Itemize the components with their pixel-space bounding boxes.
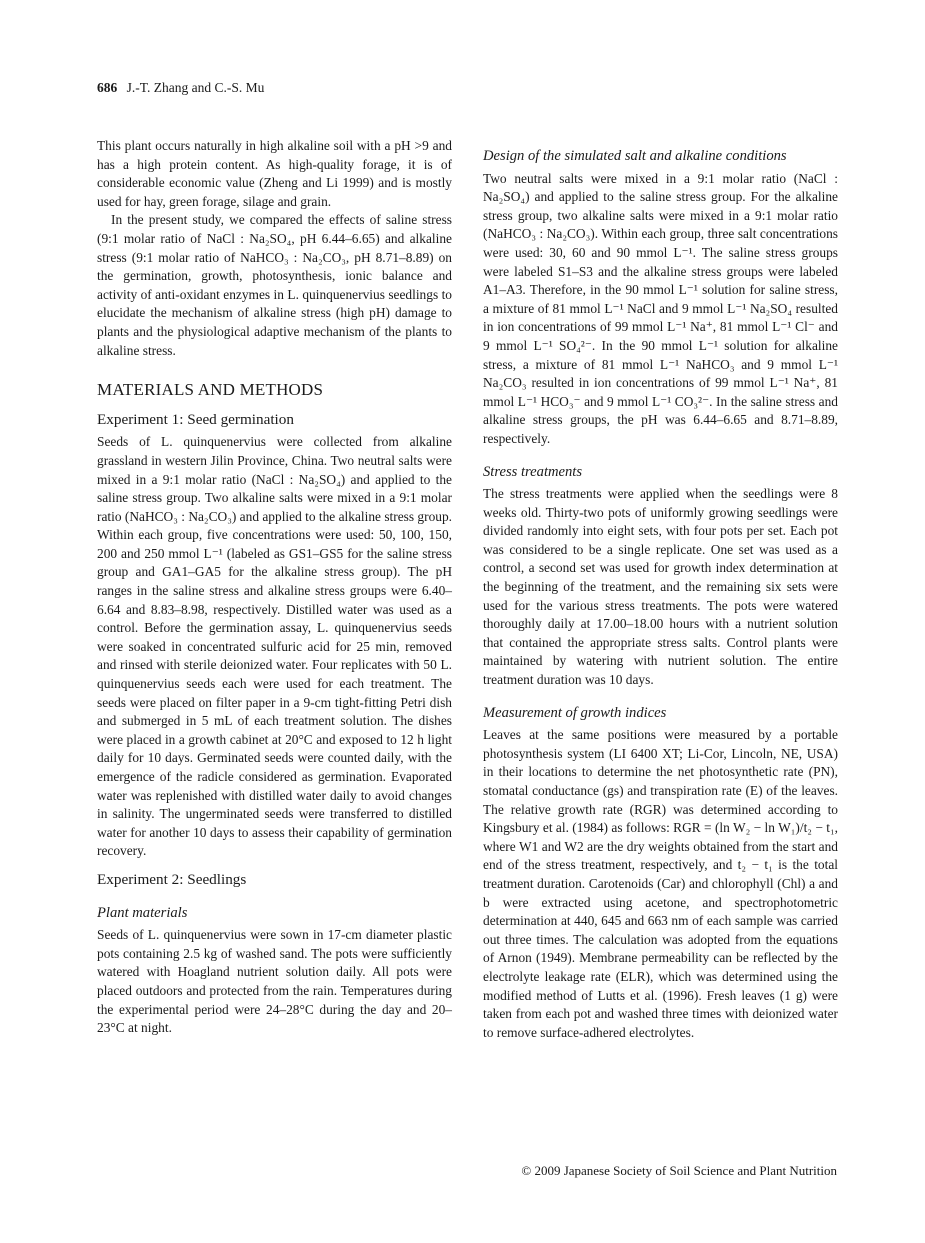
paragraph-stress-treatments: The stress treatments were applied when the seedlings were 8 weeks old. Thirty-two pots of uniformly growing seedlings were divided randomly into eight sets, with four pots per set. Each pot was considered to be a single replicate. One set was used as a control, a second set was used for growth index determination at the beginning of the treatment, and the remaining six sets were used for the various stress treatments. The pots were watered thoroughly daily at 17.00–18.00 hours with a nutrient solution that contained the appropriate stress salts. Control plants were maintained by watering with nutrient solution. The entire treatment duration was 10 days. xyxy=(483,486,838,688)
paragraph-seed-germination: Seeds of L. quinquenervius were collected from alkaline grassland in western Jilin Province, China. Two neutral salts were mixed in a 9:1 molar ratio (NaCl : Na₂SO₄) and applied to the saline stress group. Two alkaline salts were mixed in a 9:1 molar ratio (NaHCO₃ : Na₂CO₃) and applied to the alkaline stress group. Within each group, five concentrations were used: 50, 100, 150, 200 and 250 mmol L⁻¹ (labeled as GS1–GS5 for the saline stress group and GA1–GA5 for the alkaline stress group). The pH ranges in the saline stress and alkaline stress groups were 6.40–6.64 and 8.83–8.98, respectively. Distilled water was used as a control. Before the germination assay, L. quinquenervius seeds were soaked in concentrated sulfuric acid for 25 min, removed and rinsed with sterile deionized water. Four replicates with 50 L. quinquenervius seeds each were used for each treatment. The seeds were placed on filter paper in a 9-cm tight-fitting Petri dish and submerged in 5 mL of each treatment solution. The dishes were placed in a growth cabinet at 20°C and exposed to 12 h light daily for 10 days. Germinated seeds were counted daily, with the emergence of the radicle considered as germination. Evaporated water was replenished with distilled water daily to avoid changes in salinity. The ungerminated seeds were transferred to distilled water for another 10 days to assess their capability of germination recovery. xyxy=(97,434,453,859)
subheading-growth-indices: Measurement of growth indices xyxy=(483,704,667,721)
page-number: 686 xyxy=(97,80,118,95)
copyright-footer: © 2009 Japanese Society of Soil Science and Plant Nutrition xyxy=(521,1163,837,1178)
left-column xyxy=(97,137,452,1038)
right-column xyxy=(483,147,838,1042)
running-authors: J.-T. Zhang and C.-S. Mu xyxy=(126,80,265,95)
intro-paragraph-2: In the present study, we compared the effects of saline stress (9:1 molar ratio of NaCl : Na₂SO₄, pH 6.44–6.65) and alkaline stress (9:1 molar ratio of NaHCO₃ : Na₂CO₃, pH 8.71–8.89) on the germination, growth, photosynthesis, ionic balance and activity of anti-oxidant enzymes in L. quinquenervius seedlings to elucidate the mechanism of alkaline stress (high pH) damage to plants and the physiological adaptive mechanism of the plants to alkaline stress. xyxy=(97,212,452,358)
running-header xyxy=(97,80,264,96)
subheading-experiment-2: Experiment 2: Seedlings xyxy=(97,870,247,888)
subheading-plant-materials: Plant materials xyxy=(97,904,188,921)
subheading-experiment-1: Experiment 1: Seed germination xyxy=(97,410,294,428)
paragraph-plant-materials: Seeds of L. quinquenervius were sown in 17-cm diameter plastic pots containing 2.5 kg of washed sand. The pots were sufficiently watered with Hoagland nutrient solution daily. All pots were placed outdoors and protected from the rain. Temperatures during the experimental period were 24–28°C during the day and 20–23°C at night. xyxy=(97,927,452,1036)
subheading-design: Design of the simulated salt and alkaline conditions xyxy=(483,148,787,164)
intro-paragraph-1: This plant occurs naturally in high alkaline soil with a pH >9 and has a high protein content. As high-quality forage, it is of considerable economic value (Zheng and Li 1999) and is mostly used for hay, green forage, silage and grain. xyxy=(97,138,452,209)
paragraph-design: Two neutral salts were mixed in a 9:1 molar ratio (NaCl : Na₂SO₄) and applied to the saline stress group. For the alkaline stress group, two alkaline salts were mixed in a 9:1 molar ratio (NaHCO₃ : Na₂CO₃). Within each group, three salt concentrations were used: 30, 60 and 90 mmol L⁻¹. The saline stress groups were labeled S1–S3 and the alkaline stress groups were labeled A1–A3. Therefore, in the 90 mmol L⁻¹ solution for saline stress, a mixture of 81 mmol L⁻¹ NaCl and 9 mmol L⁻¹ Na₂SO₄ resulted in ion concentrations of 99 mmol L⁻¹ Na⁺, 81 mmol L⁻¹ Cl⁻ and 9 mmol L⁻¹ SO₄²⁻. In the 90 mmol L⁻¹ solution for alkaline stress, a mixture of 81 mmol L⁻¹ NaHCO₃ and 9 mmol L⁻¹ Na₂CO₃ resulted in ion concentrations of 99 mmol L⁻¹ Na⁺, 81 mmol L⁻¹ HCO₃⁻ and 9 mmol L⁻¹ CO₃²⁻. In the saline stress and alkaline stress groups, the pH was 6.44–6.65 and 8.71–8.89, respectively. xyxy=(483,170,838,446)
paragraph-growth-indices: Leaves at the same positions were measured by a portable photosynthesis system (LI 6400 XT; Li-Cor, Lincoln, NE, USA) in their locations to determine the net photosynthetic rate (PN), stomatal conductance (gs) and transpiration rate (E) of the leaves. The relative growth rate (RGR) was determined according to Kingsbury et al. (1984) as follows: RGR = (ln W₂ − ln W₁)/t₂ − t₁, where W1 and W2 are the dry weights obtained from the start and end of the stress treatment, respectively, and t₂ − t₁ is the total treatment duration. Carotenoids (Car) and chlorophyll (Chl) a and b were extracted using acetone, and spectrophotometric determination at 440, 645 and 663 nm of each sample was carried out three times. The calculation was adopted from the equations of Arnon (1949). Membrane permeability can be reflected by the electrolyte leakage rate (ELR), which was determined using the modified method of Lutts et al. (1996). Fresh leaves (1 g) were taken from each pot and washed three times with deionized water to remove surface-adhered electrolytes. xyxy=(483,727,838,1040)
section-heading-methods: MATERIALS AND METHODS xyxy=(97,380,324,400)
subheading-stress-treatments: Stress treatments xyxy=(483,463,583,480)
